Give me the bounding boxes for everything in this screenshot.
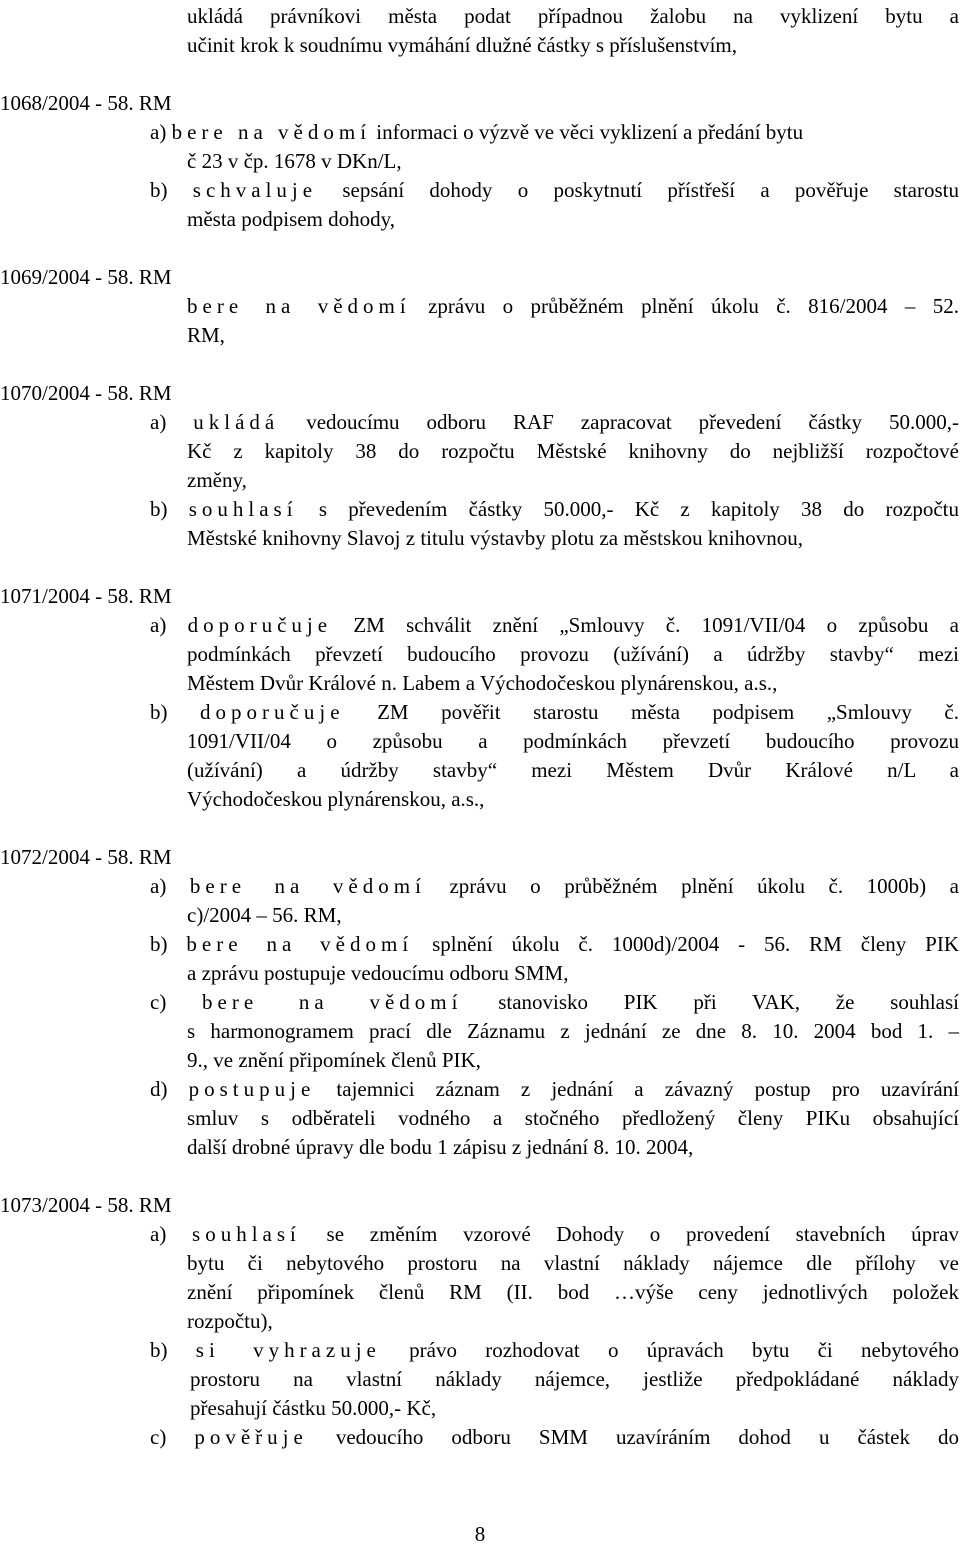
text-line-l29 <box>187 959 568 987</box>
line-text: zprávu o průběžném plnění úkolu č. 816/2004 – 52. <box>410 294 959 318</box>
line-text: přesahují částku 50.000,- Kč, <box>190 1396 437 1420</box>
resolution-verb: pověřuje <box>194 1425 308 1449</box>
line-text: d) <box>150 1077 189 1101</box>
line-text: 9., ve znění připomínek členů PIK, <box>187 1048 481 1072</box>
line-text: splnění úkolu č. 1000d)/2004 - 56. RM členy PIK <box>413 932 959 956</box>
line-text: Městské knihovny Slavoj z titulu výstavby plotu za městskou knihovnou, <box>187 526 803 550</box>
text-line-l39 <box>187 1278 959 1306</box>
text-line-l25 <box>0 843 172 871</box>
line-text: vedoucího odboru SMM uzavíráním dohod u částek do <box>307 1425 959 1449</box>
line-text: další drobné úpravy dle bodu 1 zápisu z jednání 8. 10. 2004, <box>187 1135 694 1159</box>
line-text: ZM pověřit starostu města podpisem „Smlouvy č. <box>344 700 959 724</box>
resolution-verb: doporučuje <box>200 700 345 724</box>
line-text: č 23 v čp. 1678 v DKn/L, <box>187 149 402 173</box>
line-text: informaci o výzvě ve věci vyklizení a předání bytu <box>371 120 804 144</box>
text-line-l26 <box>150 872 959 900</box>
line-text: (užívání) a údržby stavby“ mezi Městem Dvůr Králové n/L a <box>187 758 959 782</box>
line-text: města podpisem dohody, <box>187 207 396 231</box>
text-line-l13 <box>187 437 959 465</box>
text-line-l09 <box>187 292 959 320</box>
text-line-l17 <box>0 582 172 610</box>
line-text: učinit krok k soudnímu vymáhání dlužné částky s příslušenstvím, <box>187 33 738 57</box>
text-line-l32 <box>187 1046 481 1074</box>
line-text: smluv s odběrateli vodného a stočného předložený členy PIKu obsahující <box>187 1106 959 1130</box>
text-line-l27 <box>187 901 342 929</box>
text-line-l30 <box>150 988 959 1016</box>
line-text: 1071/2004 - 58. RM <box>0 584 172 608</box>
line-text: sepsání dohody o poskytnutí přístřeší a pověřuje starostu <box>317 178 959 202</box>
text-line-l19 <box>187 640 959 668</box>
resolution-verb: bere na vědomí <box>189 874 426 898</box>
resolution-verb: si vyhrazuje <box>195 1338 381 1362</box>
line-text: 1070/2004 - 58. RM <box>0 381 172 405</box>
text-line-l38 <box>187 1249 959 1277</box>
text-line-l44 <box>150 1423 959 1451</box>
text-line-l41 <box>150 1336 959 1364</box>
resolution-verb: bere na vědomí <box>171 120 372 144</box>
text-line-l02 <box>187 31 737 59</box>
line-text: a zprávu postupuje vedoucímu odboru SMM, <box>187 961 569 985</box>
text-line-l43 <box>190 1394 436 1422</box>
text-line-l24 <box>187 785 484 813</box>
text-line-l16 <box>187 524 803 552</box>
line-text: 1072/2004 - 58. RM <box>0 845 172 869</box>
line-text: právo rozhodovat o úpravách bytu či nebytového <box>380 1338 959 1362</box>
line-text: znění připomínek členů RM (II. bod …výše ceny jednotlivých položek <box>187 1280 959 1304</box>
text-line-l40 <box>187 1307 273 1335</box>
text-line-l06 <box>150 176 959 204</box>
line-text: podmínkách převzetí budoucího provozu (užívání) a údržby stavby“ mezi <box>187 642 959 666</box>
line-text: změny, <box>187 468 247 492</box>
resolution-verb: bere na vědomí <box>202 990 463 1014</box>
line-text: c) <box>150 1425 195 1449</box>
text-line-l12 <box>150 408 959 436</box>
line-text: c) <box>150 990 203 1014</box>
text-line-l42 <box>190 1365 959 1393</box>
text-line-l31 <box>187 1017 959 1045</box>
line-text: ukládá právníkovi města podat případnou žalobu na vyklizení bytu a <box>187 4 959 28</box>
line-text: 1091/VII/04 o způsobu a podmínkách převzetí budoucího provozu <box>187 729 959 753</box>
line-text: vedoucímu odboru RAF zapracovat převedení částky 50.000,- <box>279 410 959 434</box>
line-text: a) <box>150 874 190 898</box>
text-line-l33 <box>150 1075 959 1103</box>
line-text: a) <box>150 613 188 637</box>
resolution-verb: bere na vědomí <box>186 932 414 956</box>
line-text: b) <box>150 932 187 956</box>
text-line-l01 <box>187 2 959 30</box>
resolution-verb: postupuje <box>188 1077 316 1101</box>
page-number: 8 <box>474 1522 486 1546</box>
text-line-l07 <box>187 205 395 233</box>
line-text: tajemnici záznam z jednání a závazný postup pro uzavírání <box>315 1077 959 1101</box>
line-text: bytu či nebytového prostoru na vlastní náklady nájemce dle přílohy ve <box>187 1251 959 1275</box>
line-text: 1073/2004 - 58. RM <box>0 1193 172 1217</box>
line-text: b) <box>150 1338 196 1362</box>
resolution-verb: souhlasí <box>192 1222 301 1246</box>
line-text: prostoru na vlastní náklady nájemce, jestliže předpokládané náklady <box>190 1367 959 1391</box>
resolution-verb: souhlasí <box>188 497 298 521</box>
line-text: s harmonogramem prací dle Záznamu z jednání ze dne 8. 10. 2004 bod 1. – <box>187 1019 959 1043</box>
text-line-l08 <box>0 263 172 291</box>
line-text: Městem Dvůr Králové n. Labem a Východočeskou plynárenskou, a.s., <box>187 671 778 695</box>
line-text: b) <box>150 178 193 202</box>
text-line-l37 <box>150 1220 959 1248</box>
text-line-l03 <box>0 89 172 117</box>
line-text: b) <box>150 700 201 724</box>
resolution-verb: doporučuje <box>187 613 333 637</box>
text-line-l14 <box>187 466 247 494</box>
text-line-l15 <box>150 495 959 523</box>
line-text: 1068/2004 - 58. RM <box>0 91 172 115</box>
text-line-l21 <box>150 698 959 726</box>
text-line-l34 <box>187 1104 959 1132</box>
line-text: Kč z kapitoly 38 do rozpočtu Městské knihovny do nejbližší rozpočtové <box>187 439 959 463</box>
line-text: s převedením částky 50.000,- Kč z kapitoly 38 do rozpočtu <box>297 497 959 521</box>
resolution-verb: schvaluje <box>192 178 318 202</box>
text-line-l10 <box>187 321 225 349</box>
text-line-l35 <box>187 1133 693 1161</box>
line-text: ZM schválit znění „Smlouvy č. 1091/VII/04 o způsobu a <box>332 613 959 637</box>
text-line-l20 <box>187 669 777 697</box>
line-text: a) <box>150 410 194 434</box>
text-line-l18 <box>150 611 959 639</box>
line-text: Východočeskou plynárenskou, a.s., <box>187 787 485 811</box>
text-line-l04 <box>150 118 803 146</box>
text-line-l05 <box>187 147 402 175</box>
line-text: se změním vzorové Dohody o provedení stavebních úprav <box>300 1222 959 1246</box>
line-text: a) <box>150 120 172 144</box>
line-text: rozpočtu), <box>187 1309 273 1333</box>
line-text: c)/2004 – 56. RM, <box>187 903 342 927</box>
text-line-l36 <box>0 1191 172 1219</box>
resolution-verb: ukládá <box>193 410 280 434</box>
text-line-l11 <box>0 379 172 407</box>
text-line-l22 <box>187 727 959 755</box>
text-line-l23 <box>187 756 959 784</box>
line-text: b) <box>150 497 189 521</box>
line-text: stanovisko PIK při VAK, že souhlasí <box>462 990 959 1014</box>
line-text: RM, <box>187 323 225 347</box>
line-text: a) <box>150 1222 193 1246</box>
text-line-l28 <box>150 930 959 958</box>
resolution-verb: bere na vědomí <box>187 294 411 318</box>
line-text: zprávu o průběžném plnění úkolu č. 1000b) a <box>425 874 959 898</box>
line-text: 1069/2004 - 58. RM <box>0 265 172 289</box>
